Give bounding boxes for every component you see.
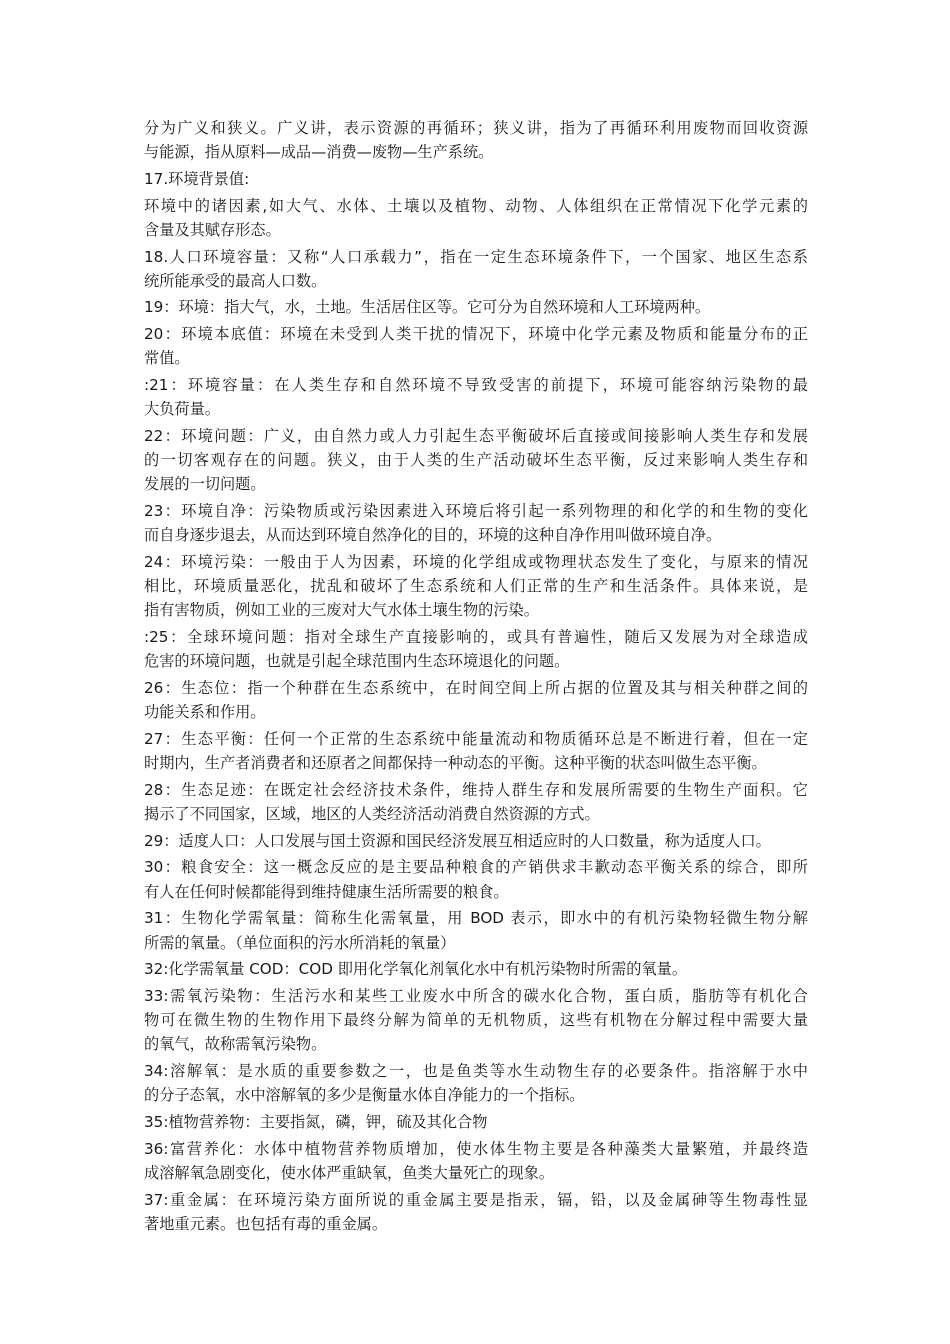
text-line: 29：适度人口：人口发展与国土资源和国民经济发展互相适应时的人口数量，称为适度人口。 [144,831,771,850]
text-line: 常值。 [144,349,190,368]
text-line: 34:溶解氧：是水质的重要参数之一，也是鱼类等水生动物生存的必要条件。指溶解于水中 [144,1062,808,1081]
paragraph [144,984,808,1057]
text-line: 所需的氧量。（单位面积的污水所消耗的氧量） [144,933,456,952]
text-line: 的氧气，故称需氧污染物。 [144,1035,327,1054]
paragraph [144,1137,808,1185]
text-line: 31：生物化学需氧量：简称生化需氧量，用 BOD 表示，即水中的有机污染物轻微生物分解 [144,909,808,928]
document-body [144,116,808,1236]
text-line: :25：全球环境问题：指对全球生产直接影响的，或具有普遍性，随后又发展为对全球造成 [144,628,808,647]
paragraph [144,550,808,623]
text-line: 指有害物质，例如工业的三废对大气水体土壤生物的污染。 [144,601,539,620]
text-line: 22：环境问题：广义，由自然力或人力引起生态平衡破坏后直接或间接影响人类生存和发展 [144,426,808,445]
text-line: 27：生态平衡：任何一个正常的生态系统中能量流动和物质循环总是不断进行着，但在一定 [144,729,808,748]
text-line: 26：生态位：指一个种群在生态系统中，在时间空间上所占据的位置及其与相关种群之间的 [144,678,808,697]
paragraph [144,906,808,954]
text-line: 有人在任何时候都能得到维持健康生活所需要的粮食。 [144,882,509,901]
paragraph [144,245,808,293]
paragraph [144,499,808,547]
text-line: 相比，环境质量恶化，扰乱和破坏了生态系统和人们正常的生产和生活条件。具体来说，是 [144,577,808,596]
text-line: 28：生态足迹：在既定社会经济技术条件，维持人群生存和发展所需要的生物生产面积。它 [144,780,808,799]
paragraph [144,1188,808,1236]
paragraph [144,1110,808,1134]
text-line: 37:重金属：在环境污染方面所说的重金属主要是指汞，镉，铅，以及金属砷等生物毒性显 [144,1190,808,1209]
document-page [144,116,808,1238]
text-line: 统所能承受的最高人口数。 [144,271,327,290]
text-line: 24：环境污染：一般由于人为因素，环境的化学组成或物理状态发生了变化，与原来的情况 [144,552,808,571]
paragraph [144,778,808,826]
text-line: 环境中的诸因素,如大气、水体、土壤以及植物、动物、人体组织在正常情况下化学元素的 [144,196,808,215]
text-line: 32:化学需氧量 COD：COD 即用化学氧化剂氧化水中有机污染物时所需的氧量。 [144,960,688,979]
text-line: 36:富营养化：水体中植物营养物质增加，使水体生物主要是各种藻类大量繁殖，并最终造 [144,1139,808,1158]
text-line: 功能关系和作用。 [144,703,266,722]
text-line: 的一切客观存在的问题。狭义，由于人类的生产活动破坏生态平衡，反过来影响人类生存和 [144,451,808,470]
paragraph [144,295,808,319]
text-line: 大负荷量。 [144,400,220,419]
text-line: 物可在微生物的生物作用下最终分解为简单的无机物质，这些有机物在分解过程中需要大量 [144,1011,808,1030]
text-line: 19：环境：指大气，水，土地。生活居住区等。它可分为自然环境和人工环境两种。 [144,298,711,317]
paragraph [144,1059,808,1107]
text-line: 17.环境背景值: [144,169,250,188]
paragraph [144,116,808,164]
paragraph [144,194,808,242]
paragraph [144,322,808,370]
paragraph [144,167,808,191]
text-line: 危害的环境问题，也就是引起全球范围内生态环境退化的问题。 [144,652,570,671]
text-line: 著地重元素。也包括有毒的重金属。 [144,1214,387,1233]
paragraph [144,373,808,421]
text-line: 30：粮食安全：这一概念反应的是主要品种粮食的产销供求丰歉动态平衡关系的综合，即所 [144,858,808,877]
text-line: 33:需氧污染物：生活污水和某些工业废水中所含的碳水化合物，蛋白质，脂肪等有机化合 [144,986,808,1005]
text-line: 发展的一切问题。 [144,475,266,494]
text-line: 20：环境本底值：环境在未受到人类干扰的情况下，环境中化学元素及物质和能量分布的正 [144,325,808,344]
text-line: 35:植物营养物：主要指氮，磷，钾，硫及其化合物 [144,1112,488,1131]
text-line: 18.人口环境容量：又称“人口承载力”，指在一定生态环境条件下，一个国家、地区生态系 [144,247,808,266]
text-line: :21：环境容量：在人类生存和自然环境不导致受害的前提下，环境可能容纳污染物的最 [144,376,808,395]
text-line: 而自身逐步退去，从而达到环境自然净化的目的，环境的这种自净作用叫做环境自净。 [144,526,722,545]
text-line: 成溶解氧急剧变化，使水体严重缺氧，鱼类大量死亡的现象。 [144,1163,555,1182]
paragraph [144,676,808,724]
text-line: 揭示了不同国家，区域，地区的人类经济活动消费自然资源的方式。 [144,804,600,823]
text-line: 23：环境自净：污染物质或污染因素进入环境后将引起一系列物理的和化学的和生物的变化 [144,502,808,521]
text-line: 与能源，指从原料—成品—消费—废物—生产系统。 [144,143,494,162]
text-line: 含量及其赋存形态。 [144,220,281,239]
text-line: 时期内，生产者消费者和还原者之间都保持一种动态的平衡。这种平衡的状态叫做生态平衡。 [144,754,767,773]
paragraph [144,855,808,903]
text-line: 分为广义和狭义。广义讲，表示资源的再循环；狭义讲，指为了再循环利用废物而回收资源 [144,119,808,137]
paragraph [144,424,808,497]
paragraph [144,829,808,853]
paragraph [144,727,808,775]
paragraph [144,625,808,673]
text-line: 的分子态氧，水中溶解氧的多少是衡量水体自净能力的一个指标。 [144,1086,585,1105]
paragraph [144,957,808,981]
